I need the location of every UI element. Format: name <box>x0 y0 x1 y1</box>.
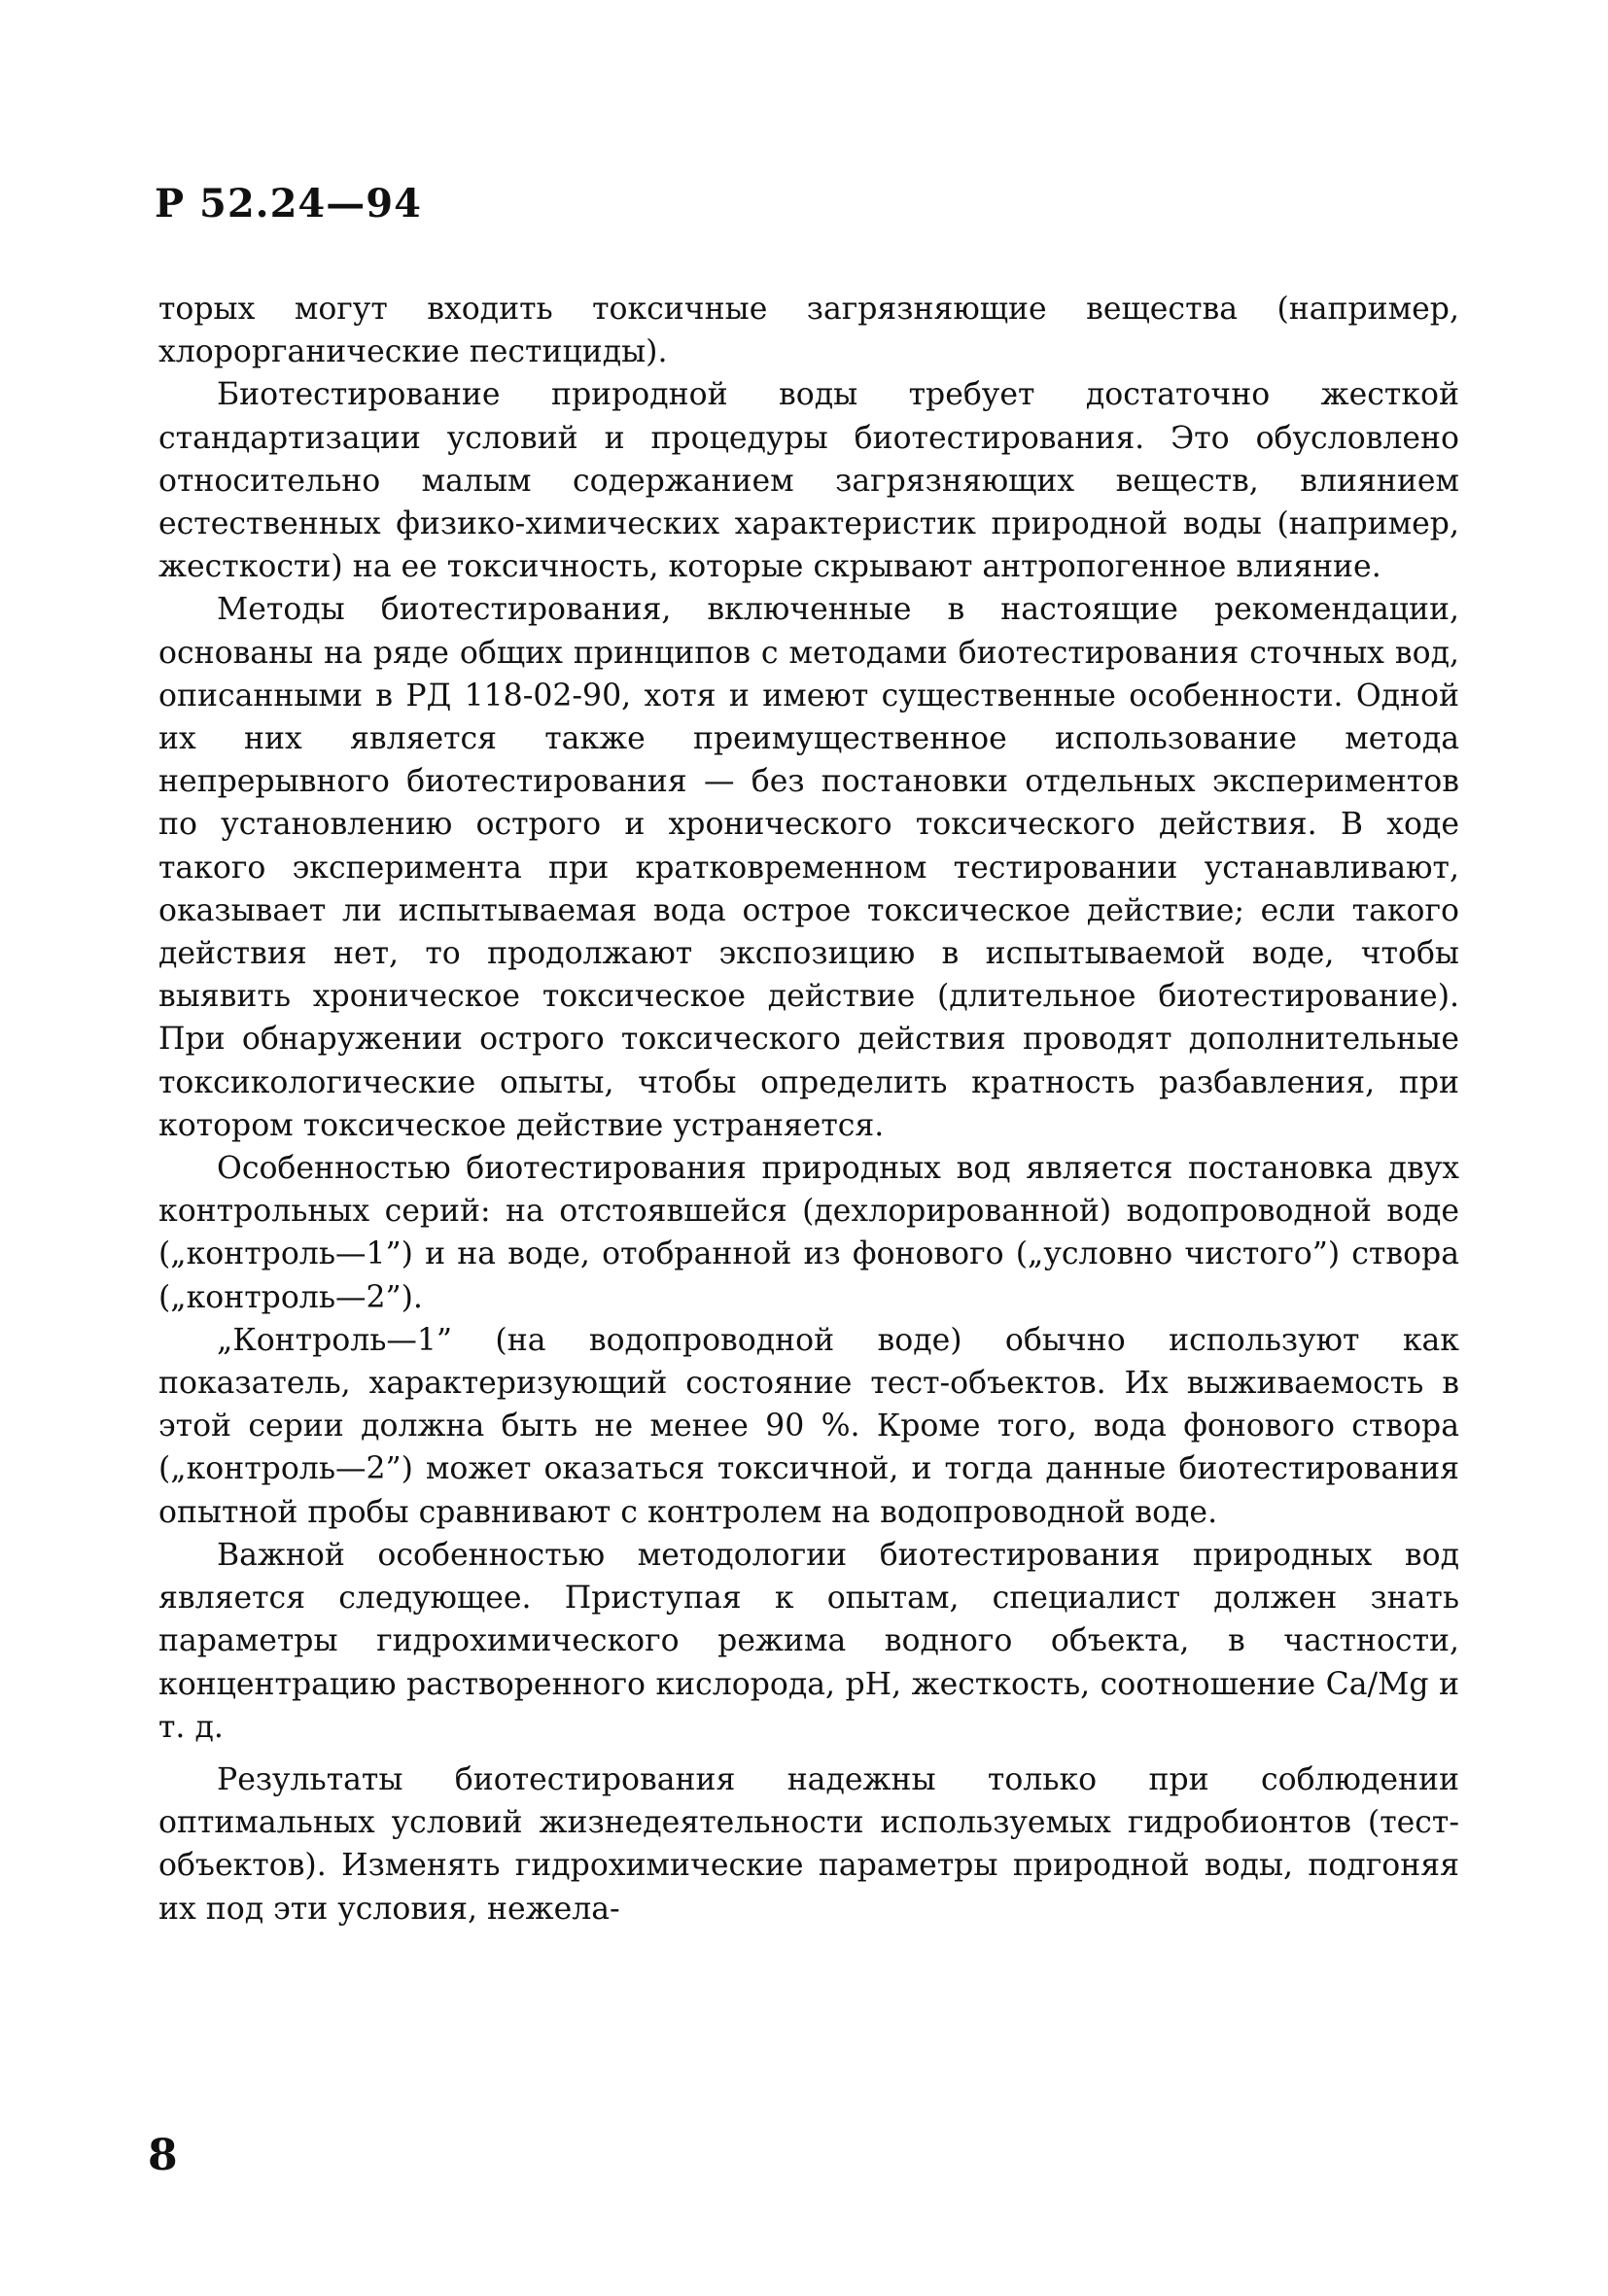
document-number: Р 52.24—94 <box>155 181 422 226</box>
page-number: 8 <box>148 2131 178 2180</box>
paragraph: „Контроль—1” (на водопроводной воде) обычно используют как показатель, характеризующий состояние тест-объектов. Их выживаемость в этой серии должна быть не менее 90 %. Кроме того, вода фонового створа („контроль—2”) может оказаться токсичной, и тогда данные биотестирования опытной пробы сравнивают с контролем на водопроводной воде. <box>158 1322 1459 1530</box>
body-text <box>158 288 1459 1931</box>
paragraph: Особенностью биотестирования природных вод является постановка двух контрольных серий: на отстоявшейся (дехлорированной) водопроводной воде („контроль—1”) и на воде, отобранной из фонового („условно чистого”) створа („контроль—2”). <box>158 1151 1459 1315</box>
paragraph: Результаты биотестирования надежны только при соблюдении оптимальных условий жизнедеятельности используемых гидробионтов (тест-объектов). Изменять гидрохимические параметры природной воды, подгоняя их под эти условия, нежела- <box>158 1761 1459 1927</box>
paragraph: торых могут входить токсичные загрязняющие вещества (например, хлорорганические пестициды). <box>158 292 1459 370</box>
paragraph: Методы биотестирования, включенные в настоящие рекомендации, основаны на ряде общих принципов с методами биотестирования сточных вод, описанными в РД 118-02-90, хотя и имеют существенные особенности. Одной их них является также преимущественное использование метода непрерывного биотестирования — без постановки отдельных экспериментов по установлению острого и хронического токсического действия. В ходе такого эксперимента при кратковременном тестировании устанавливают, оказывает ли испытываемая вода острое токсическое действие; если такого действия нет, то продолжают экспозицию в испытываемой воде, чтобы выявить хроническое токсическое действие (длительное биотестирование). При обнаружении острого токсического действия проводят дополнительные токсикологические опыты, чтобы определить кратность разбавления, при котором токсическое действие устраняется. <box>158 592 1459 1143</box>
paragraph: Биотестирование природной воды требует достаточно жесткой стандартизации условий и процедуры биотестирования. Это обусловлено относительно малым содержанием загрязняющих веществ, влиянием естественных физико-химических характеристик природной воды (например, жесткости) на ее токсичность, которые скрывают антропогенное влияние. <box>158 377 1459 585</box>
paragraph: Важной особенностью методологии биотестирования природных вод является следующее. Приступая к опытам, специалист должен знать параметры гидрохимического режима водного объекта, в частности, концентрацию растворенного кислорода, pH, жесткость, соотношение Ca/Mg и т. д. <box>158 1537 1459 1745</box>
